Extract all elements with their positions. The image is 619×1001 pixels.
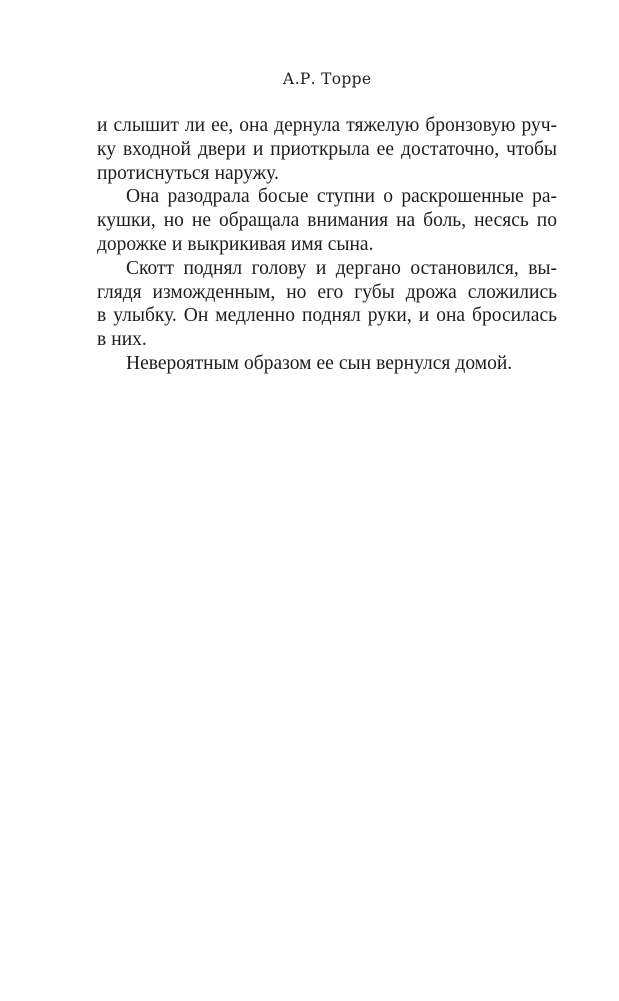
- text-line: в них.: [97, 329, 147, 351]
- text-line: Она разодрала босые ступни о раскрошенные ра-: [126, 186, 557, 208]
- page-text: [97, 114, 557, 376]
- text-line: в улыбку. Он медленно поднял руки, и она бросилась: [97, 305, 557, 327]
- running-header-author: А.Р. Торре: [282, 70, 372, 88]
- text-line: ку входной двери и приоткрыла ее достаточно, чтобы: [97, 138, 557, 160]
- text-line: кушки, но не обращала внимания на боль, несясь по: [97, 210, 557, 232]
- text-line: дорожке и выкрикивая имя сына.: [97, 233, 374, 255]
- text-line: Скотт поднял голову и дергано остановился, вы-: [126, 257, 557, 279]
- text-line: глядя изможденным, но его губы дрожа сложились: [97, 281, 557, 303]
- text-line: и слышит ли ее, она дернула тяжелую бронзовую руч-: [97, 115, 557, 136]
- text-line: Невероятным образом ее сын вернулся домой.: [126, 352, 513, 374]
- text-line: протиснуться наружу.: [97, 162, 279, 184]
